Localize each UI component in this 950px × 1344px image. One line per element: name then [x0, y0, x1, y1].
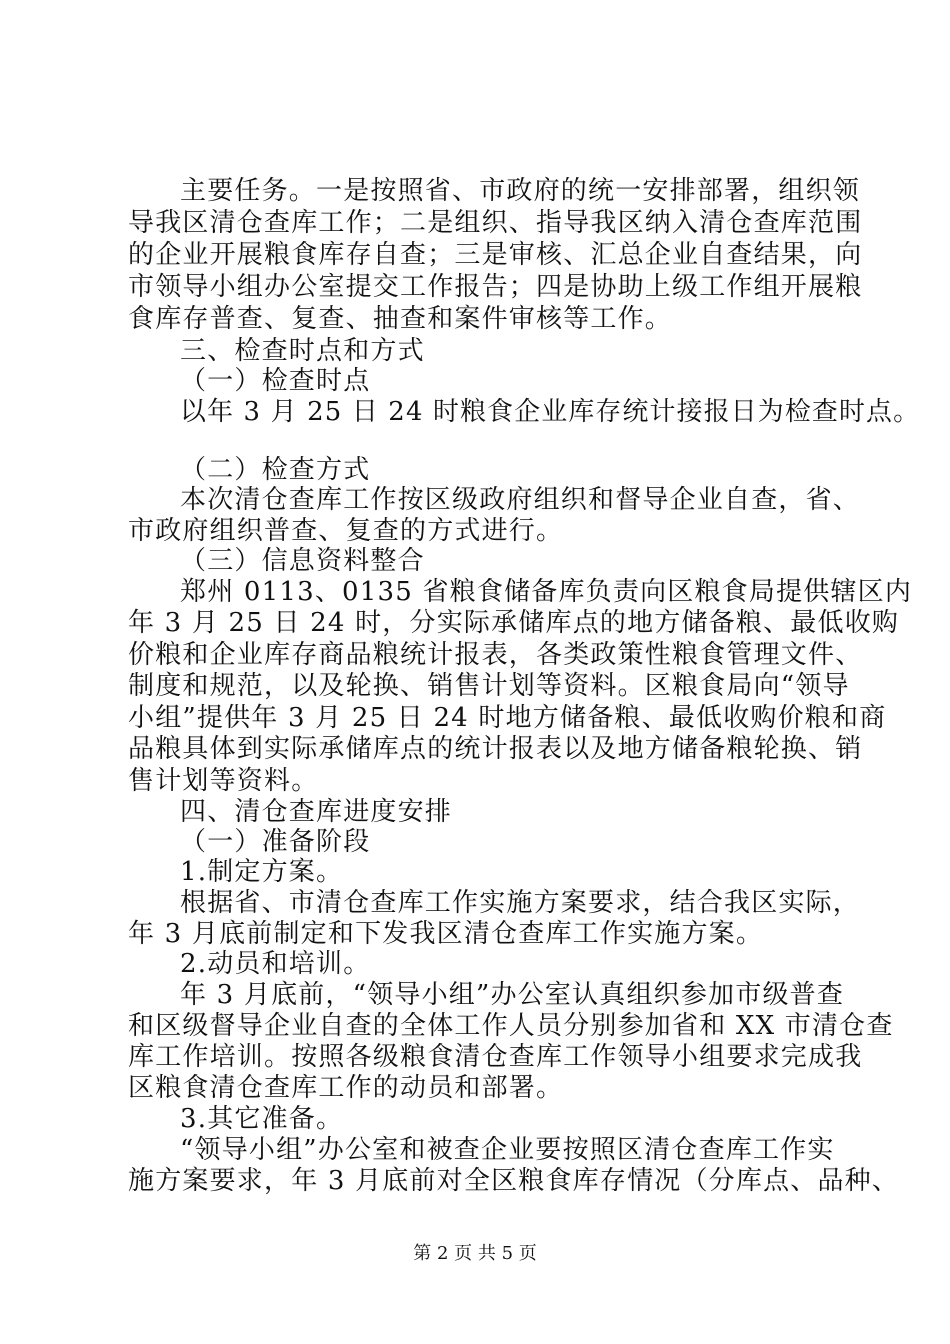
- subsection-heading: （一）检查时点: [180, 366, 371, 396]
- paragraph-line: 食库存普查、复查、抽查和案件审核等工作。: [128, 304, 673, 334]
- paragraph-line: 库工作培训。按照各级粮食清仓查库工作领导小组要求完成我: [128, 1042, 863, 1072]
- item-heading: 3.其它准备。: [180, 1104, 344, 1134]
- paragraph-line: 区粮食清仓查库工作的动员和部署。: [128, 1073, 564, 1103]
- paragraph-line: “领导小组”办公室和被查企业要按照区清仓查库工作实: [180, 1135, 835, 1165]
- subsection-heading: （三）信息资料整合: [180, 546, 425, 576]
- subsection-heading: （一）准备阶段: [180, 827, 371, 857]
- paragraph-line: 主要任务。一是按照省、市政府的统一安排部署，组织领: [180, 176, 861, 206]
- paragraph-line: 施方案要求，年 3 月底前对全区粮食库存情况（分库点、品种、: [128, 1166, 900, 1196]
- paragraph-line: 以年 3 月 25 日 24 时粮食企业库存统计接报日为检查时点。: [180, 397, 921, 427]
- item-heading: 1.制定方案。: [180, 857, 344, 887]
- paragraph-line: 年 3 月底前制定和下发我区清仓查库工作实施方案。: [128, 919, 764, 949]
- subsection-heading: （二）检查方式: [180, 455, 371, 485]
- paragraph-line: 郑州 0113、0135 省粮食储备库负责向区粮食局提供辖区内: [180, 577, 913, 607]
- paragraph-line: 年 3 月底前，“领导小组”办公室认真组织参加市级普查: [180, 980, 845, 1010]
- paragraph-line: 制度和规范，以及轮换、销售计划等资料。区粮食局向“领导: [128, 671, 850, 701]
- paragraph-line: 导我区清仓查库工作；二是组织、指导我区纳入清仓查库范围: [128, 208, 863, 238]
- section-heading: 四、清仓查库进度安排: [180, 797, 453, 827]
- paragraph-line: 年 3 月 25 日 24 时，分实际承储库点的地方储备粮、最低收购: [128, 608, 900, 638]
- paragraph-line: 市领导小组办公室提交工作报告；四是协助上级工作组开展粮: [128, 272, 863, 302]
- paragraph-line: 市政府组织普查、复查的方式进行。: [128, 516, 564, 546]
- item-heading: 2.动员和培训。: [180, 949, 371, 979]
- paragraph-line: 售计划等资料。: [128, 766, 319, 796]
- paragraph-line: 小组”提供年 3 月 25 日 24 时地方储备粮、最低收购价粮和商: [128, 703, 887, 733]
- paragraph-line: 根据省、市清仓查库工作实施方案要求，结合我区实际，: [180, 888, 861, 918]
- section-heading: 三、检查时点和方式: [180, 336, 425, 366]
- paragraph-line: 本次清仓查库工作按区级政府组织和督导企业自查，省、: [180, 485, 861, 515]
- paragraph-line: 的企业开展粮食库存自查；三是审核、汇总企业自查结果，向: [128, 240, 863, 270]
- paragraph-line: 和区级督导企业自查的全体工作人员分别参加省和 XX 市清仓查: [128, 1011, 894, 1041]
- paragraph-line: 价粮和企业库存商品粮统计报表，各类政策性粮食管理文件、: [128, 640, 863, 670]
- page-number-footer: 第 2 页 共 5 页: [413, 1243, 537, 1264]
- paragraph-line: 品粮具体到实际承储库点的统计报表以及地方储备粮轮换、销: [128, 734, 863, 764]
